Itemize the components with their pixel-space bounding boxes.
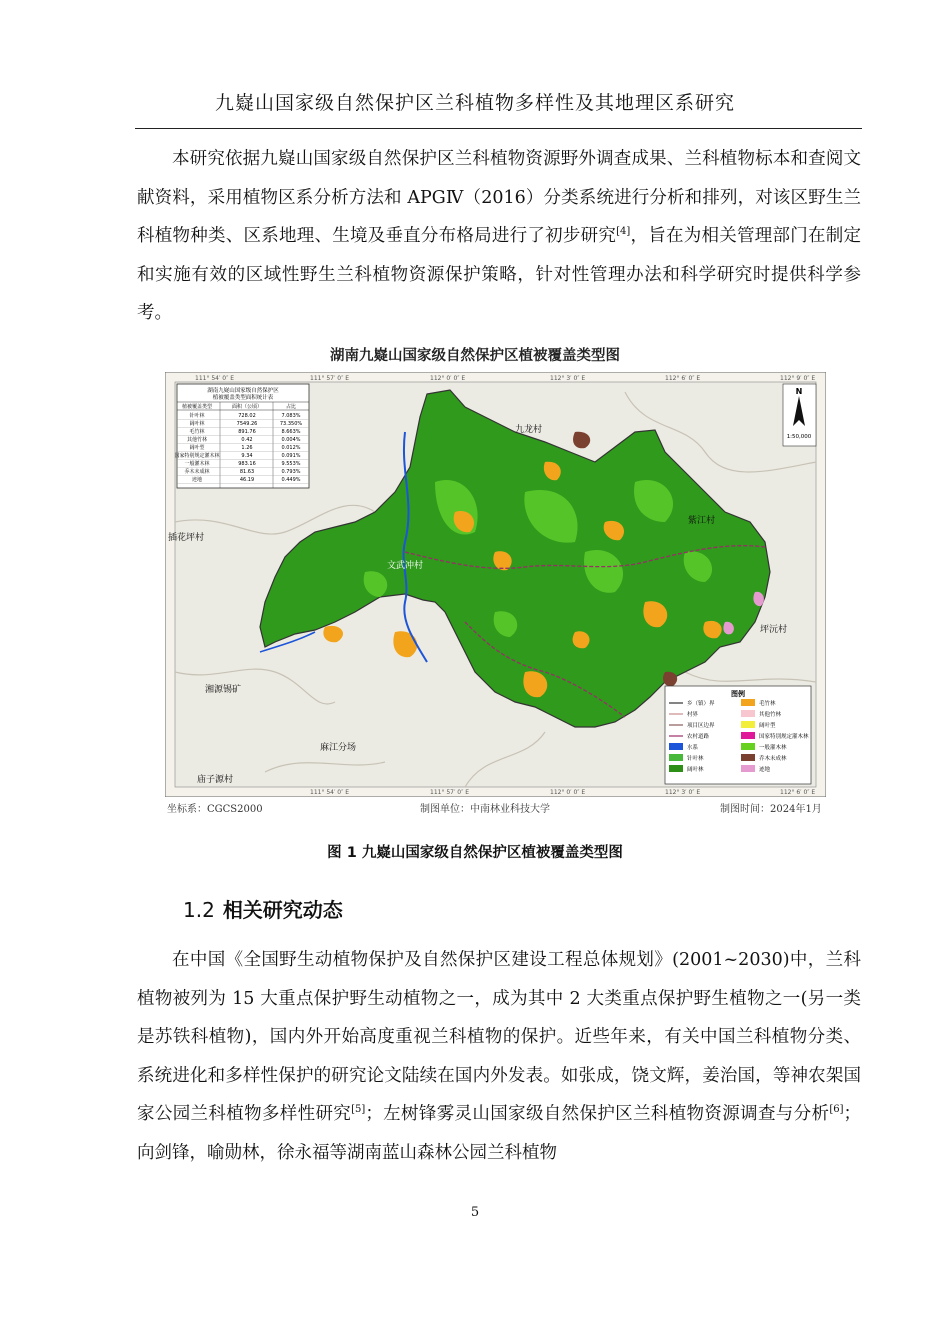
stats-cell: 0.793% [281,469,301,475]
intro-paragraph [137,140,861,333]
place-pingyuan: 坪沅村 [760,625,788,635]
tick-bottom-5: 112° 6′ 0″ E [780,789,816,796]
legend-swatch [741,743,755,750]
legend-label: 其他竹林 [759,712,782,718]
place-miaoziyuan: 庙子源村 [197,775,234,785]
legend-label: 阔叶林 [687,767,704,773]
legend-label: 毛竹林 [759,701,776,707]
figure-caption: 图 1 九嶷山国家级自然保护区植被覆盖类型图 [327,845,623,861]
header-rule [135,128,862,129]
stats-cell: 1.26 [241,445,253,451]
legend-label: 针叶林 [687,756,704,762]
research-paragraph [137,941,861,1172]
legend-label: 乡（镇）界 [687,701,715,707]
tick-top-2: 111° 57′ 0″ E [310,375,350,382]
legend-swatch [741,765,755,772]
stats-cell: 国家特别规定灌木林 [174,453,220,459]
legend-label: 项目区边界 [687,723,715,729]
stats-cell: 0.091% [281,453,301,459]
legend-swatch [669,765,683,772]
stats-cell: 891.76 [238,429,256,435]
stats-cell: 毛竹林 [189,429,205,435]
stats-header-type: 植被覆盖类型 [181,404,213,410]
stats-cell: 73.350% [279,421,303,427]
stats-table-subtitle: 植被覆盖类型面积统计表 [212,395,274,401]
stats-header-ratio: 占比 [285,404,297,410]
research-text-a: 在中国《全国野生动植物保护及自然保护区建设工程总体规划》(2001~2030)中，兰科植物被列为 15 大重点保护野生动植物之一，成为其中 2 大类重点保护野生植物之一(另一类是苏铁科植物)，国内外开始高度重视兰科植物的保护。近些年来，有关中国兰科植物分类、系统进化和多样性保护的研究论文陆续在国内外发表。如张成，饶文辉，姜治国，等神农架国家公园兰科植物多样性研究 [137,950,861,1124]
legend-label: 国家特别规定灌木林 [759,734,809,740]
stats-cell: 728.02 [238,413,256,419]
stats-table [174,384,309,488]
legend-label: 农村道路 [687,734,710,740]
stats-cell: 0.449% [281,477,301,483]
map-date: 制图时间：2024年1月 [720,804,822,815]
place-xiangyuan: 湘源锡矿 [205,685,242,695]
tick-top-4: 112° 3′ 0″ E [550,375,586,382]
place-majiang: 麻江分场 [320,743,357,753]
map-maker: 制图单位：中南林业科技大学 [420,804,550,815]
stats-cell: 0.42 [241,437,253,443]
tick-top-3: 112° 0′ 0″ E [430,375,466,382]
place-zijiang: 紫江村 [688,516,716,526]
page-number: 5 [470,1205,480,1220]
map-legend [665,686,811,784]
stats-table-title: 湖南九嶷山国家级自然保护区 [207,388,279,394]
tick-bottom-3: 112° 0′ 0″ E [550,789,586,796]
legend-swatch [741,710,755,717]
section-heading [183,894,343,923]
tick-bottom-4: 112° 3′ 0″ E [665,789,701,796]
citation-5[interactable]: [5] [351,1104,366,1116]
research-text-c: ；向剑锋，喻勋林，徐永福等湖南蓝山森林公园兰科植物 [137,1104,861,1163]
stats-cell: 0.012% [281,445,301,451]
vegetation-map [165,372,826,797]
section-number: 1.2 [183,898,215,922]
stats-cell: 983.16 [238,461,256,467]
tick-bottom-2: 111° 57′ 0″ E [430,789,470,796]
legend-swatch [669,754,683,761]
tick-top-5: 112° 6′ 0″ E [665,375,701,382]
intro-text-a: 本研究依据九嶷山国家级自然保护区兰科植物资源野外调查成果、兰科植物标本和查阅文献资料，采用植物区系分析方法和 APGⅣ（2016）分类系统进行分析和排列，对该区野生兰科植物种类、区系地理、生境及垂直分布格局进行了初步研究 [137,149,861,246]
stats-cell: 阔叶型 [189,445,205,451]
stats-cell: 迹地 [191,477,203,483]
map-scale: 1:50,000 [786,434,812,440]
stats-cell: 乔木未成林 [184,469,210,475]
stats-cell: 7.083% [281,413,301,419]
map-coordinate-system: 坐标系：CGCS2000 [167,804,263,815]
stats-cell: 81.63 [239,469,255,475]
place-chahuaping: 插花坪村 [168,533,205,543]
stats-cell: 针叶林 [189,413,205,419]
place-wenwuchong: 文武冲村 [387,561,424,571]
tick-top-1: 111° 54′ 0″ E [195,375,235,382]
legend-label: 水系 [687,745,699,751]
legend-label: 阔叶型 [759,723,776,729]
legend-label: 迹地 [759,767,771,773]
citation-4[interactable]: [4] [616,226,631,238]
stats-cell: 0.004% [281,437,301,443]
legend-swatch [741,699,755,706]
stats-cell: 9.34 [241,453,253,459]
stats-cell: 8.663% [281,429,301,435]
north-arrow [783,384,816,446]
figure-title: 湖南九嶷山国家级自然保护区植被覆盖类型图 [330,348,620,364]
stats-cell: 其他竹林 [186,437,208,443]
legend-swatch [741,732,755,739]
legend-label: 乔木未成林 [759,756,787,762]
running-header: 九嶷山国家级自然保护区兰科植物多样性及其地理区系研究 [214,92,735,114]
citation-6[interactable]: [6] [829,1104,844,1116]
place-jiulong: 九龙村 [515,425,543,435]
legend-label: 村界 [687,712,699,718]
stats-cell: 9.553% [281,461,301,467]
legend-swatch [741,754,755,761]
legend-title: 图例 [731,690,745,698]
north-label: N [795,387,803,396]
section-title: 相关研究动态 [222,898,343,922]
research-text-b: ；左树锋雾灵山国家级自然保护区兰科植物资源调查与分析 [365,1104,830,1124]
legend-swatch [741,721,755,728]
legend-swatch [669,743,683,750]
stats-cell: 阔叶林 [189,421,205,427]
stats-cell: 46.19 [239,477,255,483]
tick-bottom-1: 111° 54′ 0″ E [310,789,350,796]
stats-cell: 7549.26 [236,421,258,427]
stats-header-area: 面积（公顷） [231,404,263,410]
stats-cell: 一般灌木林 [184,461,210,467]
intro-text-b: ，旨在为相关管理部门在制定和实施有效的区域性野生兰科植物资源保护策略，针对性管理办法和科学研究时提供科学参考。 [137,226,862,323]
tick-top-6: 112° 9′ 0″ E [780,375,816,382]
legend-label: 一般灌木林 [759,745,787,751]
